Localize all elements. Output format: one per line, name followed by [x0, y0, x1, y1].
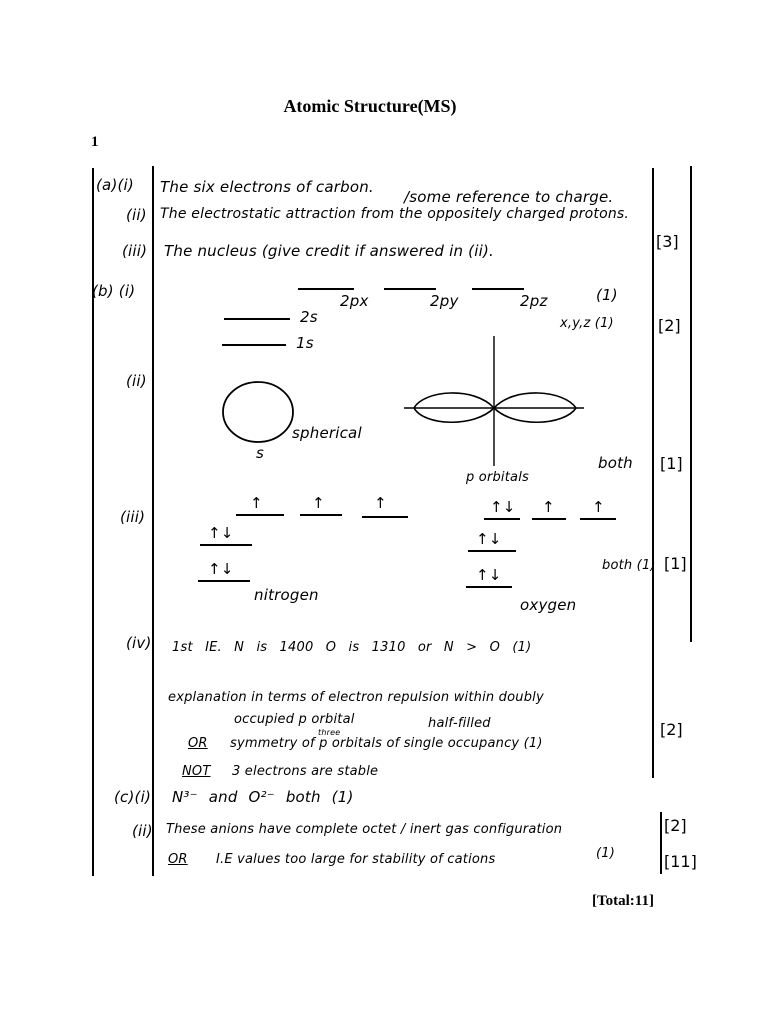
part-a-iii-text: The nucleus (give credit if answered in (ii). — [164, 242, 494, 260]
o-2p-line-3 — [580, 518, 616, 520]
not-label: NOT — [182, 764, 211, 779]
s-orbital-circle — [220, 378, 300, 448]
label-2px: 2px — [340, 292, 369, 310]
part-b-iv-label: (iv) — [126, 634, 152, 652]
n-2p-line-3 — [362, 516, 408, 518]
o-2s-pair: ↑↓ — [476, 530, 502, 548]
orbital-line-2s — [224, 318, 290, 320]
label-2s: 2s — [300, 308, 318, 326]
part-c-ii-1mark: (1) — [596, 846, 616, 861]
part-b-ii-label: (ii) — [126, 372, 147, 390]
part-b-iv-explanation-2: occupied p orbital — [234, 712, 355, 727]
orbital-line-1s — [222, 344, 286, 346]
part-b-iv-not-text: 3 electrons are stable — [232, 764, 379, 779]
part-b-ii-mark: [1] — [660, 454, 683, 473]
part-b-iii-label: (iii) — [120, 508, 146, 526]
part-a-ii-label: (ii) — [126, 206, 147, 224]
p-orbitals-label: p orbitals — [466, 470, 529, 485]
part-a-i-note: /some reference to charge. — [404, 188, 614, 206]
o-2s-line — [468, 550, 516, 552]
n-1s-pair: ↑↓ — [208, 560, 234, 578]
spherical-label: spherical — [292, 424, 362, 442]
half-filled-note: half-filled — [428, 716, 491, 731]
n-2p-arrow-2: ↑ — [312, 494, 325, 512]
n-2s-pair: ↑↓ — [208, 524, 234, 542]
oxygen-label: oxygen — [520, 596, 577, 614]
o-1s-pair: ↑↓ — [476, 566, 502, 584]
part-a-mark: [3] — [656, 232, 679, 251]
part-c-i-text: N³⁻ and O²⁻ both (1) — [172, 788, 354, 806]
part-c-ii-mark: [2] — [664, 816, 687, 835]
part-b-iv-explanation-1: explanation in terms of electron repulsion within doubly — [168, 690, 544, 705]
or-label-1: OR — [188, 736, 208, 751]
total-marks: [Total:11] — [592, 893, 654, 909]
label-2pz: 2pz — [520, 292, 548, 310]
p-orbital-dumbbell — [404, 336, 584, 476]
part-c-ii-text: These anions have complete octet / inert gas configuration — [166, 822, 563, 837]
part-b-iv-ie-line: 1st IE. N is 1400 O is 1310 or N > O (1) — [172, 640, 532, 655]
right-margin-line-1 — [652, 168, 654, 778]
n-2p-arrow-3: ↑ — [374, 494, 387, 512]
part-c-i-label: (c)(i) — [114, 788, 152, 806]
orbital-line-2px — [298, 288, 354, 290]
part-b-iv-or-text: symmetry of p orbitals of single occupancy (1) — [230, 736, 543, 751]
n-2p-line-1 — [236, 514, 284, 516]
o-2p-line-2 — [532, 518, 566, 520]
part-b-iii-mark: [1] — [664, 554, 687, 573]
part-a-iii-label: (iii) — [122, 242, 148, 260]
part-c-ii-or-text: I.E values too large for stability of cations — [216, 852, 496, 867]
o-2p-pair: ↑↓ — [490, 498, 516, 516]
o-2p-arrow-2: ↑ — [542, 498, 555, 516]
part-b-i-1mark: (1) — [596, 286, 618, 304]
s-label: s — [256, 444, 265, 462]
part-b-i-label: (b) (i) — [92, 282, 136, 300]
part-a-i-text: The six electrons of carbon. — [160, 178, 374, 196]
both-label: both — [598, 454, 633, 472]
part-b-iv-mark: [2] — [660, 720, 683, 739]
part-b-i-mark: [2] — [658, 316, 681, 335]
page-title: Atomic Structure(MS) — [283, 96, 457, 116]
left-outer-line — [92, 168, 94, 876]
part-a-ii-text: The electrostatic attraction from the oppositely charged protons. — [160, 206, 630, 222]
label-1s: 1s — [296, 334, 314, 352]
nitrogen-label: nitrogen — [254, 586, 319, 604]
right-margin-line-3 — [660, 812, 662, 874]
xyz-note: x,y,z (1) — [560, 316, 614, 331]
orbital-line-2pz — [472, 288, 524, 290]
total-marks-box: [11] — [664, 852, 697, 871]
right-margin-line-2 — [690, 166, 692, 642]
part-c-ii-label: (ii) — [132, 822, 153, 840]
both-1-label: both (1) — [602, 558, 656, 573]
left-margin-line — [152, 166, 154, 876]
three-note: three — [318, 728, 341, 737]
label-2py: 2py — [430, 292, 459, 310]
o-2p-arrow-3: ↑ — [592, 498, 605, 516]
n-2p-line-2 — [300, 514, 342, 516]
orbital-line-2py — [384, 288, 436, 290]
or-label-2: OR — [168, 852, 188, 867]
o-1s-line — [466, 586, 512, 588]
n-1s-line — [198, 580, 250, 582]
question-number: 1 — [91, 134, 99, 150]
part-a-label: (a)(i) — [96, 176, 134, 194]
n-2s-line — [200, 544, 252, 546]
n-2p-arrow-1: ↑ — [250, 494, 263, 512]
o-2p-line-1 — [484, 518, 520, 520]
